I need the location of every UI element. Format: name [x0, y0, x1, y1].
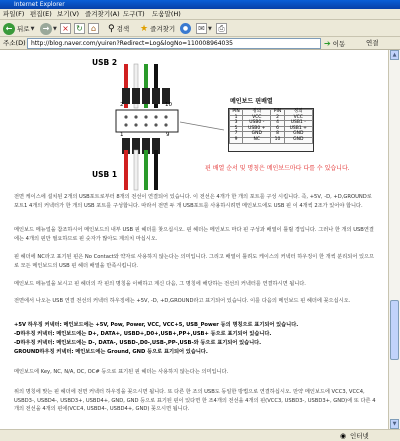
pin [144, 123, 147, 126]
history-icon: ● [180, 23, 191, 34]
chevron-down-icon: ▼ [208, 25, 212, 32]
mainboard-pin-table [228, 108, 314, 152]
pin [164, 115, 167, 118]
table-cell: 5 [230, 126, 243, 132]
table-cell: USB1 + [284, 126, 312, 132]
wire-white-bottom [134, 150, 138, 190]
housing [152, 88, 160, 104]
refresh-button[interactable] [74, 22, 85, 35]
pointer-line [180, 122, 224, 130]
table-cell: USB0 - [243, 121, 271, 127]
home-icon: ⌂ [88, 23, 99, 34]
paragraph-bold: -D하우징 커넥터: 메인보드에는 D-, DATA-, USBD-,D0-,USB-,PP-,USB-와 등으로 표기되어 있습니다. [14, 340, 262, 346]
table-cell: 4 [271, 121, 284, 127]
table-cell: 1 [230, 115, 243, 121]
pin [154, 123, 157, 126]
forward-arrow-icon: → [40, 23, 52, 35]
wire-black-bottom [154, 150, 158, 190]
table-cell: USB1 - [284, 121, 312, 127]
print-button[interactable] [216, 22, 227, 35]
table-cell: 7 [230, 132, 243, 138]
menu-favorites[interactable]: 즐겨찾기(A) [85, 10, 120, 18]
history-button[interactable] [180, 22, 191, 35]
pin [134, 123, 137, 126]
pin-label-2: 2 [120, 102, 124, 108]
title-bar [0, 0, 400, 9]
table-header-cell: 정의 [284, 110, 312, 116]
table-cell: GND [284, 132, 312, 138]
pin-table [229, 109, 313, 144]
table-cell: NC [243, 137, 271, 143]
table-header-cell: 정의 [243, 110, 271, 116]
mail-button[interactable] [196, 22, 212, 35]
paragraph: 메인보드에 Key, NC, N/A, OC, OC# 등으로 표기된 핀 헤더는 사용하지 않는다는 의미입니다. [14, 369, 229, 375]
table-cell: VCC [243, 115, 271, 121]
pin [164, 123, 167, 126]
pin [124, 115, 127, 118]
housing [142, 88, 150, 104]
menu-view[interactable]: 보기(V) [57, 10, 80, 18]
table-cell: 3 [230, 121, 243, 127]
table-header-cell: PIN [271, 110, 284, 116]
menu-tools[interactable]: 도구(T) [123, 10, 145, 18]
usb-wiring-diagram [0, 50, 389, 250]
table-cell: 8 [271, 132, 284, 138]
toolbar [0, 20, 400, 37]
chevron-down-icon: ▼ [53, 25, 57, 32]
star-icon: ★ [140, 23, 149, 34]
wire-green-bottom [144, 150, 148, 190]
scrollbar-thumb[interactable] [390, 300, 399, 360]
housing [132, 88, 140, 104]
table-cell: 9 [230, 137, 243, 143]
go-label: 이동 [332, 40, 346, 48]
table-cell: USB0 + [243, 126, 271, 132]
back-button[interactable] [3, 22, 34, 35]
back-arrow-icon: ← [3, 23, 15, 35]
usb2-housings [122, 88, 170, 104]
table-header-cell: PIN [230, 110, 243, 116]
home-button[interactable] [88, 22, 99, 35]
globe-icon: ◉ [340, 432, 347, 440]
go-button[interactable] [324, 38, 345, 49]
paragraph-bold: GROUND하우징 커넥터: 메인보드에는 Ground, GND 등으로 표기되어 있습니다. [14, 349, 208, 355]
scroll-down-icon[interactable]: ▼ [390, 419, 399, 429]
address-input[interactable]: http://blog.naver.com/yuiren?Redirect=Log&logNo=110008964035 [27, 38, 321, 49]
search-button[interactable] [108, 22, 129, 35]
table-cell: 10 [271, 137, 284, 143]
pin-label-1: 1 [120, 132, 124, 138]
vertical-scrollbar[interactable] [389, 50, 400, 429]
window-title: Internet Explorer [14, 1, 65, 8]
menu-file[interactable]: 파일(F) [3, 10, 25, 18]
search-label: 검색 [116, 25, 130, 33]
pin [124, 123, 127, 126]
table-row [230, 137, 313, 143]
menu-bar [0, 9, 400, 20]
status-bar [0, 429, 400, 441]
address-bar [0, 37, 400, 50]
favorites-button[interactable] [140, 22, 175, 35]
favorites-label: 즐겨찾기 [150, 25, 176, 33]
print-icon: ⎙ [216, 23, 227, 34]
pin-label-9: 9 [166, 132, 170, 138]
pin [154, 115, 157, 118]
wire-red-bottom [124, 150, 128, 190]
address-label: 주소(D) [3, 39, 26, 47]
table-cell: 6 [271, 126, 284, 132]
go-arrow-icon: ➔ [324, 39, 331, 48]
usb1-wires [124, 150, 158, 190]
paragraph-bold: -D하우징 커넥터: 메인보드에는 D+, DATA+, USBD+,D0+,USB+,PP+,USB+ 등으로 표기되어 있습니다. [14, 331, 272, 337]
page-content [0, 50, 389, 429]
stop-button[interactable] [60, 22, 71, 35]
table-cell: VCC [284, 115, 312, 121]
search-icon: ⚲ [108, 23, 115, 34]
forward-button[interactable] [40, 22, 57, 35]
links-button[interactable]: 연결 [366, 39, 379, 47]
status-zone: 인터넷 [350, 432, 369, 440]
table-cell: GND [284, 137, 312, 143]
refresh-icon: ↻ [74, 23, 85, 34]
usb1-label: USB 1 [92, 170, 118, 179]
usb-pin-header [116, 110, 178, 132]
pin-label-10: 10 [165, 102, 172, 108]
paragraph: 위의 명칭에 맞는 핀 헤더에 전면 커넥터 하우징을 꽂으시면 됩니다. 또 다른 한 조의 USB도 동일한 방법으로 연결하십시오. 만약 메인보드에 VCC3, VCC4, USBD3-, USBD4-, USBD3+, USBD4+, GND, GND 등으로 표기된 핀이 있다면 한 조4개의 전선을 4개의 핀(VCC3, USBD3-, USBD3+, GND)에 또 다른 4개의 전선을 4개의 핀에(VCC4, USBD4-, USBD4+, GND) 꽂으시면 됩니다. [14, 389, 376, 413]
paragraph: 메인보드 메뉴얼을 참조하시어 메인보드의 내부 USB 핀 헤더를 찾으십시오. 핀 헤더는 메인보드 마다 핀 구성과 배열이 틀릴 경입니다. 그러나 한 개의 USB연결에는 4개의 핀만 필요하므로 핀 숫자가 많아도 계의치 마십시오. [14, 227, 374, 242]
chevron-down-icon: ▼ [30, 25, 35, 32]
paragraph-bold: +5V 하우징 커넥터: 메인보드에는 +5V, Pow, Power, VCC, VCC+5, USB_Power 등의 명칭으로 표기되어 있습니다. [14, 322, 299, 328]
mail-icon: ✉ [196, 23, 207, 34]
diagram-note: 핀 배열 순서 및 명칭은 메인보드마다 다를 수 있습니다. [205, 165, 350, 172]
usb2-label: USB 2 [92, 58, 118, 67]
scroll-up-icon[interactable]: ▲ [390, 50, 399, 60]
menu-edit[interactable]: 편집(E) [30, 10, 52, 18]
menu-help[interactable]: 도움말(H) [152, 10, 181, 18]
table-cell: GND [243, 132, 271, 138]
paragraph: 핀 헤더에 NC라고 표기된 핀은 No Contact와 약자로 사용하지 않는다는 의미입니다. 그리고 배열이 틀려도 케이스의 커넥터 하우징이 한 개씩 분리되어 있으므로 모든 메인보드의 USB 핀 헤더 배열을 만족시킵니다. [14, 254, 375, 269]
paragraph: 전면 케이스에 설치된 2개의 USB포트로부터 8개의 전선이 연결되어 있습니다. 이 전선은 4개가 한 개의 포트를 구성 시킵니다. 즉, +5V, -D, +D,GROUND로 포트1 4개의 커넥터가 한 개의 USB 포트를 구성합니다. 따라서 전면 두 개 USB포트를 사용하시려면 메인보드에도 USB 핀 이 4개씩 2조가 있어야 합니다. [14, 194, 372, 209]
table-cell: 2 [271, 115, 284, 121]
pin [144, 115, 147, 118]
back-label: 뒤로 [17, 25, 30, 33]
paragraph: 메인보드 메뉴얼을 보시고 핀 헤더의 각 핀의 명칭을 이해하고 계신 다음, 그 명칭에 해당하는 전선의 커넥터를 연결하시면 됩니다. [14, 281, 306, 287]
stop-icon: × [60, 23, 71, 34]
mainboard-pin-title: 메인보드 핀배열 [230, 98, 273, 105]
paragraph: 전면에서 나오는 USB 연결 전선의 커넥터 하우징에는 +5V, -D, +D,GROUND라고 표기되어 있습니다. 이를 다음의 메인보드 핀 헤더에 꽂으십시오. [14, 298, 351, 304]
pin [134, 115, 137, 118]
